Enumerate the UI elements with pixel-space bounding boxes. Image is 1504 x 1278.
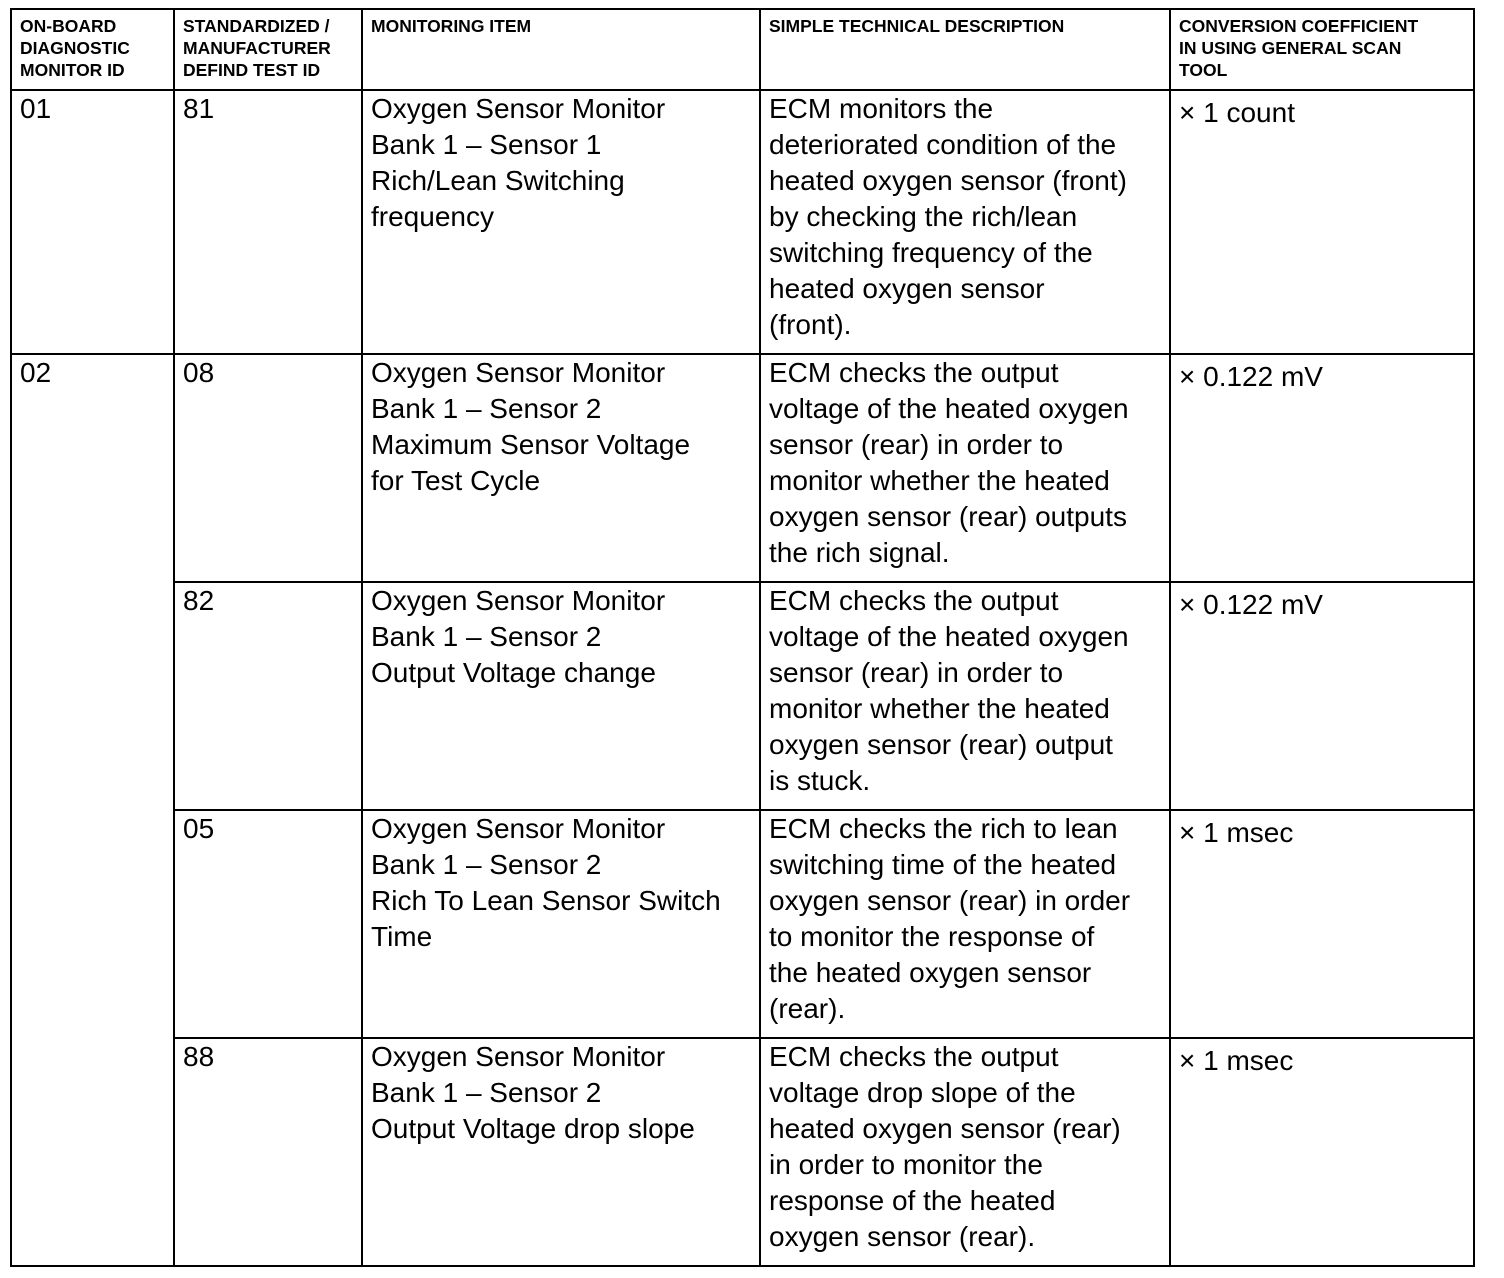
description-cell: ECM checks the output voltage drop slope of the heated oxygen sensor (rear) in order to monitor the response of the heated oxygen sensor (rear). <box>760 1038 1170 1266</box>
test-id-cell: 81 <box>174 90 362 354</box>
coefficient-cell: × 1 count <box>1170 90 1474 354</box>
coefficient-cell: × 0.122 mV <box>1170 582 1474 810</box>
test-id-cell: 82 <box>174 582 362 810</box>
monitoring-item-cell: Oxygen Sensor Monitor Bank 1 – Sensor 2 Maximum Sensor Voltage for Test Cycle <box>362 354 760 582</box>
monitoring-item-cell: Oxygen Sensor Monitor Bank 1 – Sensor 2 Output Voltage change <box>362 582 760 810</box>
header-description: SIMPLE TECHNICAL DESCRIPTION <box>760 9 1170 90</box>
diagnostic-monitor-table <box>10 8 1475 1267</box>
test-id-cell: 08 <box>174 354 362 582</box>
table-row <box>11 1038 1474 1266</box>
coefficient-cell: × 1 msec <box>1170 1038 1474 1266</box>
header-row <box>11 9 1474 90</box>
test-id-cell: 05 <box>174 810 362 1038</box>
monitoring-item-cell: Oxygen Sensor Monitor Bank 1 – Sensor 2 Rich To Lean Sensor Switch Time <box>362 810 760 1038</box>
monitor-id-cell: 02 <box>11 354 174 1266</box>
coefficient-cell: × 1 msec <box>1170 810 1474 1038</box>
monitoring-item-cell: Oxygen Sensor Monitor Bank 1 – Sensor 1 Rich/Lean Switching frequency <box>362 90 760 354</box>
coefficient-cell: × 0.122 mV <box>1170 354 1474 582</box>
table-row <box>11 582 1474 810</box>
header-conversion-coefficient: CONVERSION COEFFICIENT IN USING GENERAL SCAN TOOL <box>1170 9 1474 90</box>
description-cell: ECM monitors the deteriorated condition of the heated oxygen sensor (front) by checking the rich/lean switching frequency of the heated oxygen sensor (front). <box>760 90 1170 354</box>
monitoring-item-cell: Oxygen Sensor Monitor Bank 1 – Sensor 2 Output Voltage drop slope <box>362 1038 760 1266</box>
test-id-cell: 88 <box>174 1038 362 1266</box>
table-row <box>11 90 1474 354</box>
table-row <box>11 354 1474 582</box>
monitor-id-cell: 01 <box>11 90 174 354</box>
description-cell: ECM checks the rich to lean switching time of the heated oxygen sensor (rear) in order to monitor the response of the heated oxygen sensor (rear). <box>760 810 1170 1038</box>
table-row <box>11 810 1474 1038</box>
header-test-id: STANDARDIZED / MANUFACTURER DEFIND TEST ID <box>174 9 362 90</box>
header-monitoring-item: MONITORING ITEM <box>362 9 760 90</box>
header-monitor-id: ON-BOARD DIAGNOSTIC MONITOR ID <box>11 9 174 90</box>
description-cell: ECM checks the output voltage of the heated oxygen sensor (rear) in order to monitor whether the heated oxygen sensor (rear) outputs the rich signal. <box>760 354 1170 582</box>
description-cell: ECM checks the output voltage of the heated oxygen sensor (rear) in order to monitor whether the heated oxygen sensor (rear) output is stuck. <box>760 582 1170 810</box>
